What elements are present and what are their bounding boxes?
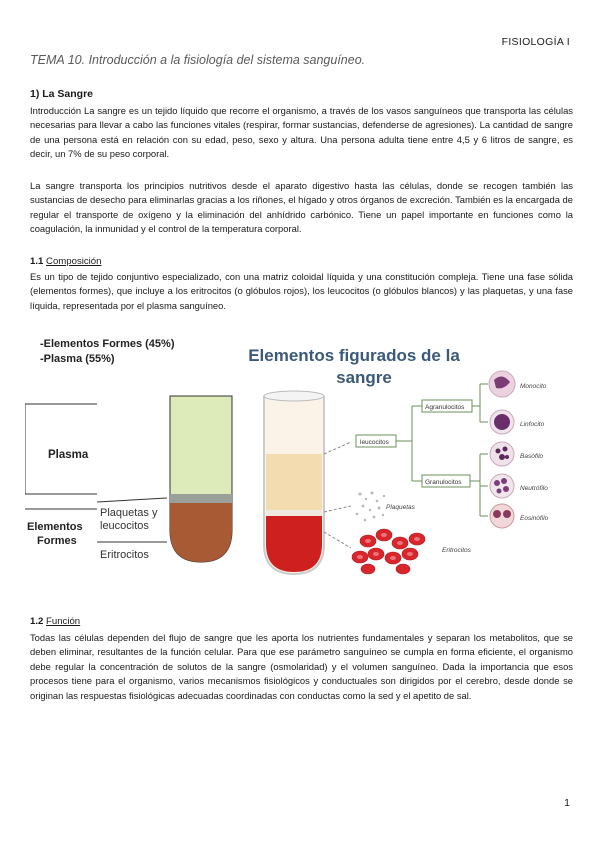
composicion-paragraph: Es un tipo de tejido conjuntivo especializado, con una matriz coloidal líquida y una constitución compleja. Tiene una fase sólida (elementos formes), que incluye a los eritrocitos (o glóbulos rojos), los leucocitos (o glóbulos blancos) y las plaquetas, y una fase líquida, representada por el plasma sanguíneo. xyxy=(30,271,573,311)
erythrocyte-layer xyxy=(170,503,232,562)
monocito-label: Monocito xyxy=(520,383,547,390)
elementos-label: Elementos xyxy=(27,521,83,533)
buffy-layer xyxy=(266,510,322,516)
figure-title-line1: Elementos figurados de la xyxy=(248,346,460,365)
page-number: 1 xyxy=(564,797,570,809)
subsection-composicion xyxy=(30,256,101,267)
plaquetas-label: Plaquetas y xyxy=(100,507,158,519)
eritrocitos-figure-label: Eritrocitos xyxy=(442,547,471,554)
monocito-cell xyxy=(489,371,515,397)
neutrofilo-cell xyxy=(490,474,514,498)
plasma-layer xyxy=(266,454,322,510)
blood-composition-figure xyxy=(25,334,240,574)
agranulocitos-label: Agranulocitos xyxy=(425,404,465,411)
linfocito-label: Linfocito xyxy=(520,421,545,428)
transport-paragraph: La sangre transporta los principios nutritivos desde el aparato digestivo hasta las células, donde se recogen también las sustancias de desecho para eliminarlas gracias a los riñones, el hígado y otros órganos de excreción. También es la encargada de regular el transporte de oxígeno y la eliminación del anhídrido carbónico. Tiene un papel importante en funciones como la coagulación, la inmunidad y el control de la temperatura corporal. xyxy=(30,180,573,235)
funcion-paragraph: Todas las células dependen del flujo de sangre que les aporta los nutrientes fundamentales y separan los metabolitos, que se deben eliminar, resultantes de la función celular. Para que ese parámetro sanguíneo se cumpla en forma eficiente, el organismo debe regular la concentración de solutos de la sangre (osmolaridad) y el volumen sanguíneo. Dada la importancia que esos procesos tiene para el organismo, varios mecanismos fisiológicos y conductuales son dirigidos por el cerebro, desde donde se originan las respuestas fisiológicas adecuadas coordinadas con conductas como la sed y el apetito de sal. xyxy=(30,632,573,701)
subsection-number: 1.1 xyxy=(30,256,44,267)
plaquetas-dots xyxy=(356,492,386,522)
elementos-figurados-figure xyxy=(236,336,576,576)
linfocito-cell xyxy=(490,410,514,434)
page-title: TEMA 10. Introducción a la fisiología del sistema sanguíneo. xyxy=(30,53,366,67)
section-heading-la-sangre: 1) La Sangre xyxy=(30,88,94,100)
basofilo-label: Basófilo xyxy=(520,453,544,460)
leucocitos-tree-label: leucocitos xyxy=(360,439,389,446)
granulocitos-label: Granulocitos xyxy=(425,479,462,486)
elementos-formes-percent: -Elementos Formes (45%) xyxy=(40,338,175,350)
basofilo-cell xyxy=(490,442,514,466)
eritrocitos-cluster xyxy=(352,529,425,574)
red-cell-layer xyxy=(266,516,322,572)
subsection-funcion xyxy=(30,616,80,627)
plasma-percent: -Plasma (55%) xyxy=(40,353,115,365)
buffy-coat-layer xyxy=(170,494,232,503)
subsection-number: 1.2 xyxy=(30,616,44,627)
plasma-label: Plasma xyxy=(48,449,89,461)
neutrofilo-label: Neutrófilo xyxy=(520,485,548,492)
formes-label: Formes xyxy=(37,535,77,547)
subsection-label: Composición xyxy=(46,256,102,267)
subsection-label: Función xyxy=(46,616,81,627)
intro-paragraph: Introducción La sangre es un tejido líquido que recorre el organismo, a través de los vasos sanguíneos que transporta las células necesarias para llevar a cabo las funciones vitales (respirar, formar sustancias, defenderse de agresiones). La cantidad de sangre de una persona está en relación con su edad, peso, sexo y altura. Una persona adulta tiene entre 4,5 y 6 litros de sangre, es decir, un 7% de su peso corporal. xyxy=(30,105,573,160)
eosinofilo-label: Eosinófilo xyxy=(520,515,549,522)
eosinofilo-cell xyxy=(490,504,514,528)
course-header: FISIOLOGÍA I xyxy=(501,36,570,48)
plaquetas-figure-label: Plaquetas xyxy=(386,504,415,511)
eritrocitos-label: Eritrocitos xyxy=(100,549,149,561)
leucocitos-label: leucocitos xyxy=(100,520,149,532)
figure-title-line2: sangre xyxy=(336,368,392,387)
